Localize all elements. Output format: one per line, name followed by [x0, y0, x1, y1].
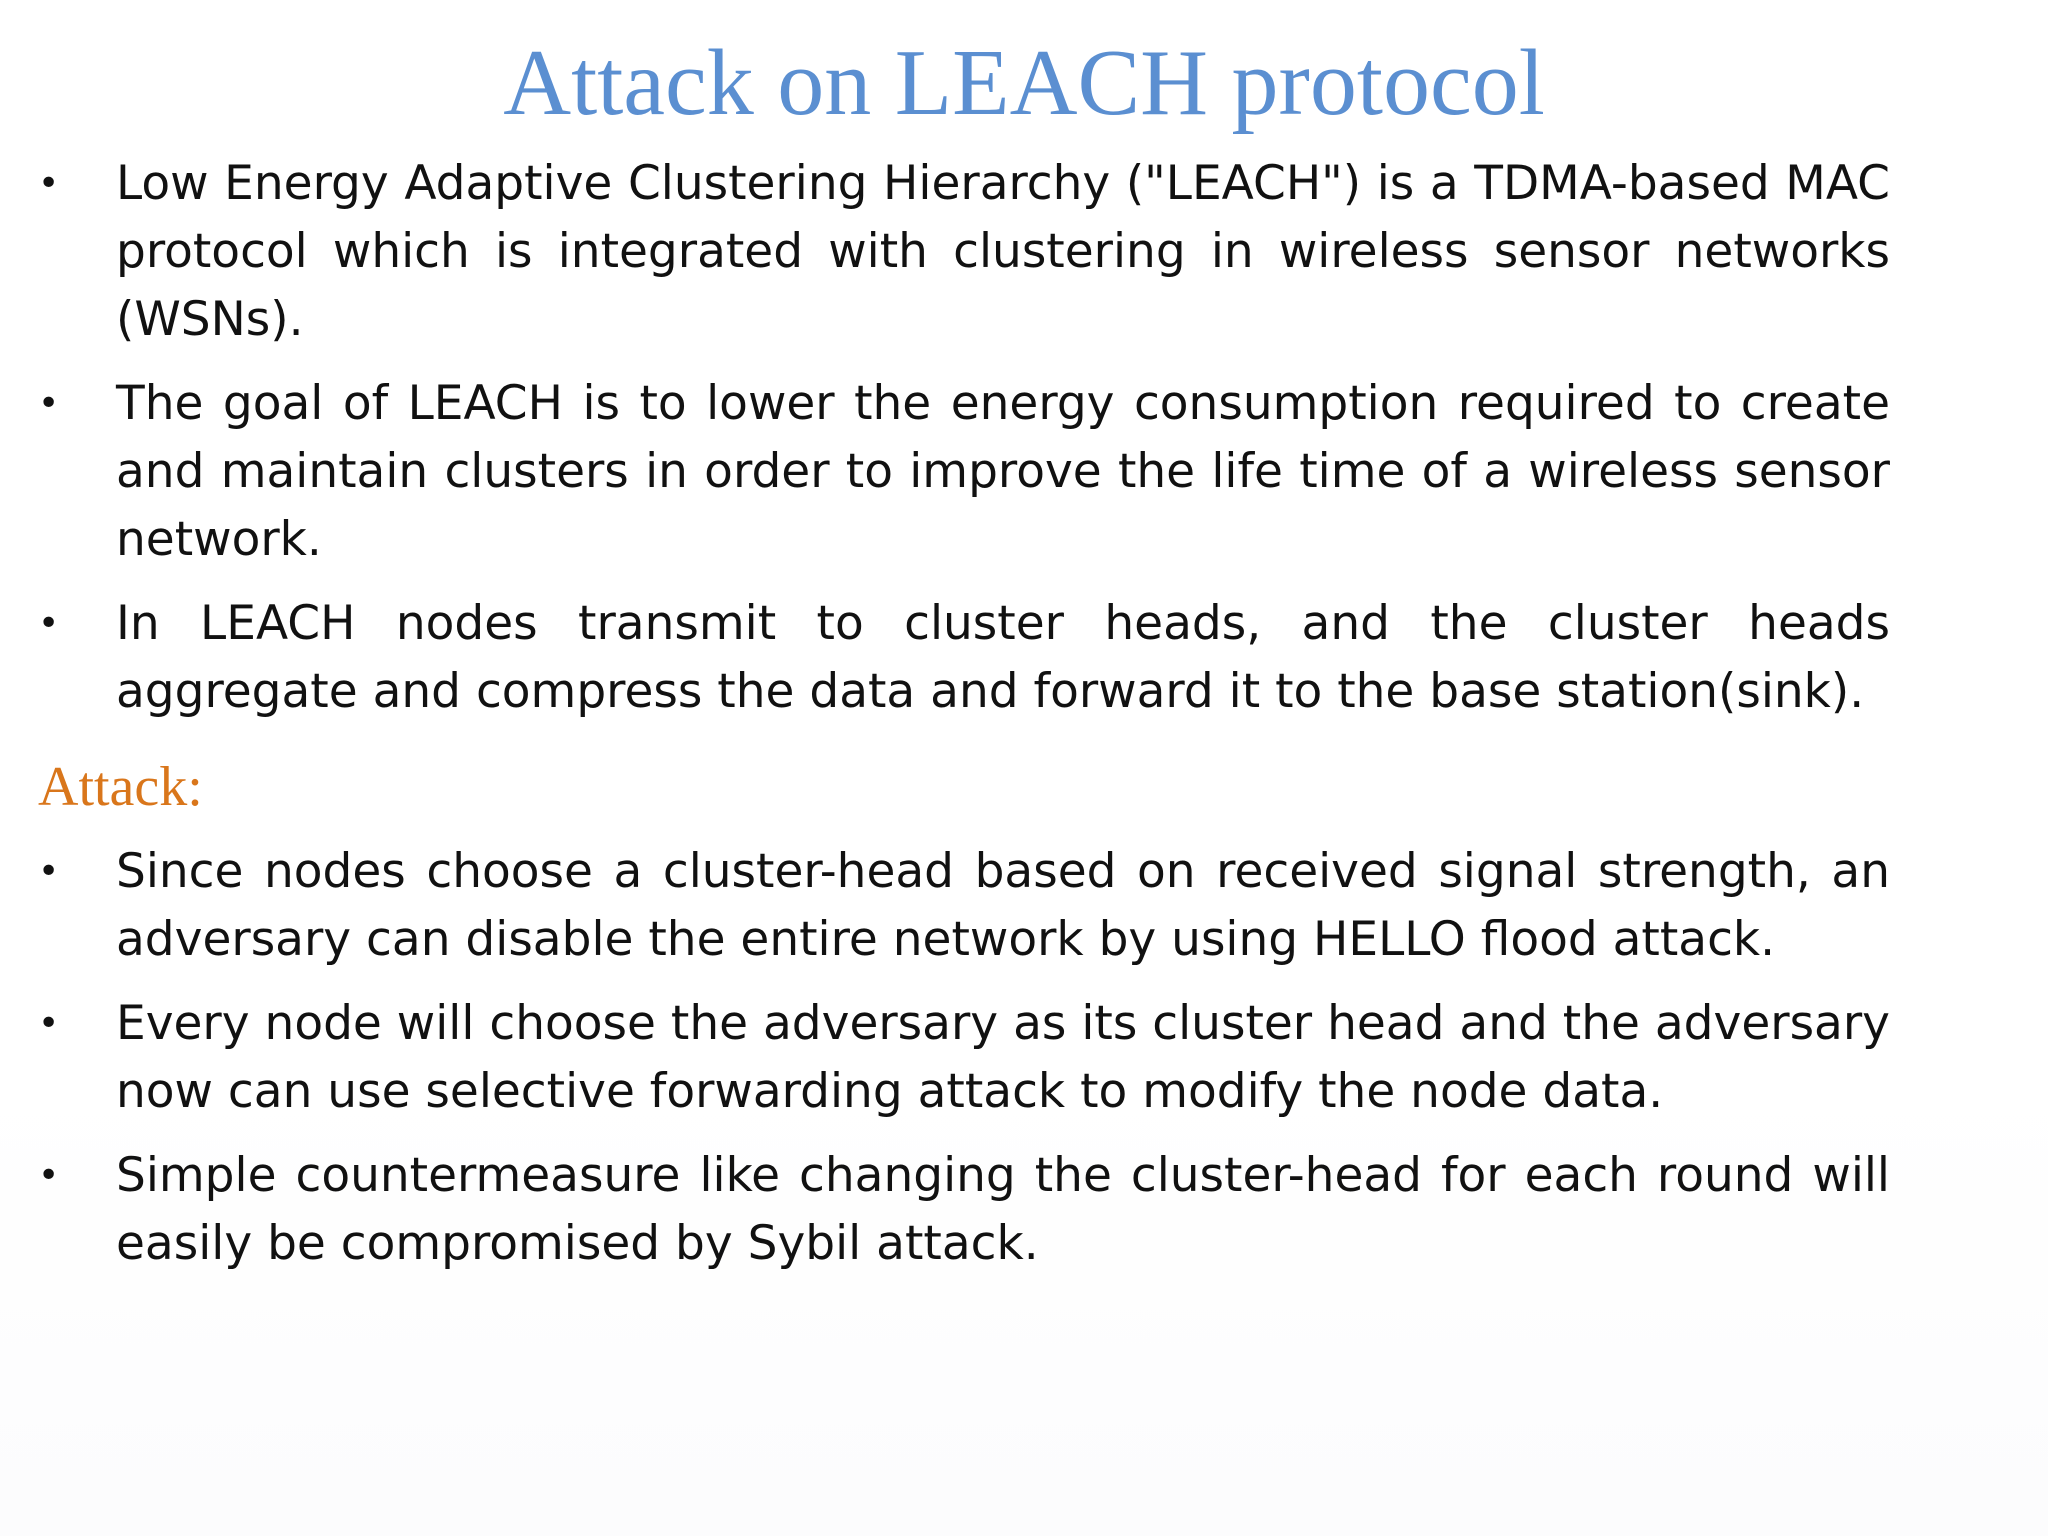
attack-bullet-list [0, 838, 2048, 1294]
bullet-text: Every node will choose the adversary as its cluster head and the adversary now can use selective forwarding attack to modify the node data. [116, 996, 1890, 1119]
intro-bullet-1 [0, 150, 1890, 354]
bullet-dot: • [38, 851, 60, 892]
bullet-dot: • [38, 1003, 60, 1044]
bullet-text: In LEACH nodes transmit to cluster heads, and the cluster heads aggregate and compress the data and forward it to the base station(sink). [116, 596, 1890, 719]
bullet-dot: • [38, 603, 60, 644]
attack-bullet-2 [0, 990, 1890, 1126]
attack-bullet-1 [0, 838, 1890, 974]
bullet-text: The goal of LEACH is to lower the energy consumption required to create and maintain clusters in order to improve the life time of a wireless sensor network. [116, 376, 1890, 567]
intro-bullet-3 [0, 590, 1890, 726]
slide-title: Attack on LEACH protocol [503, 31, 1545, 135]
bullet-text: Simple countermeasure like changing the cluster-head for each round will easily be compromised by Sybil attack. [116, 1148, 1890, 1271]
intro-bullet-list [0, 150, 2048, 742]
bullet-dot: • [38, 383, 60, 424]
intro-bullet-2 [0, 370, 1890, 574]
bullet-dot: • [38, 163, 60, 204]
bullet-dot: • [38, 1155, 60, 1196]
bullet-text: Since nodes choose a cluster-head based on received signal strength, an adversary can disable the entire network by using HELLO flood attack. [116, 844, 1890, 967]
attack-section-label: Attack: [38, 756, 203, 818]
attack-bullet-3 [0, 1142, 1890, 1278]
bullet-text: Low Energy Adaptive Clustering Hierarchy ("LEACH") is a TDMA-based MAC protocol which is integrated with clustering in wireless sensor networks (WSNs). [116, 156, 1890, 347]
